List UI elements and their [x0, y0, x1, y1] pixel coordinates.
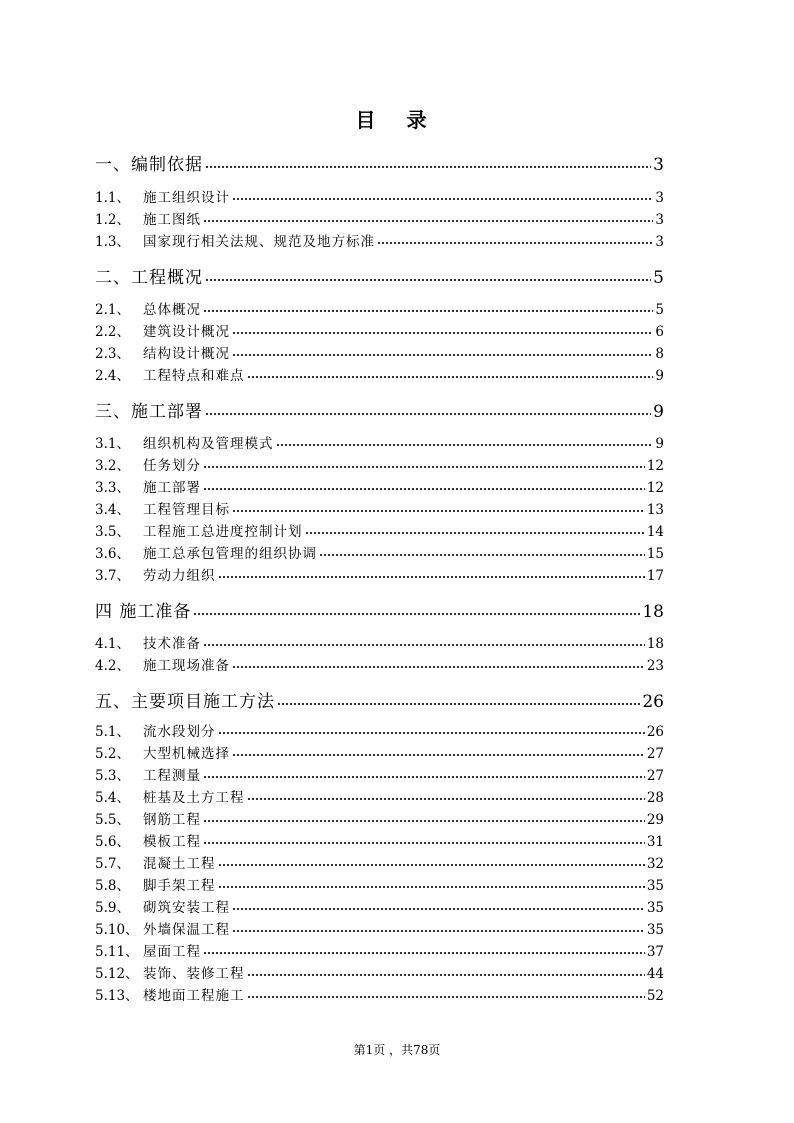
toc-section-entry[interactable]: [95, 542, 664, 562]
toc-entry-number: 5.1、: [95, 724, 130, 740]
toc-chapter-entry[interactable]: [95, 687, 664, 712]
dot-leader: [277, 690, 640, 707]
toc-entry-label: 总体概况: [143, 302, 201, 318]
toc-entry-label: 外墙保温工程: [143, 922, 230, 938]
toc-section-entry[interactable]: [95, 742, 664, 762]
toc-entry-label: 桩基及土方工程: [143, 790, 245, 806]
toc-entry-label: 施工总承包管理的组织协调: [143, 546, 317, 562]
toc-entry-page-number: 3: [653, 155, 664, 175]
toc-section-entry[interactable]: [95, 476, 664, 496]
toc-section-entry[interactable]: [95, 564, 664, 584]
dot-leader: [218, 855, 645, 869]
toc-entry-number: 4.1、: [95, 636, 130, 652]
dot-leader: [232, 501, 645, 515]
toc-entry-page-number: 23: [646, 658, 664, 674]
toc-entry-label: 国家现行相关法规、规范及地方标准: [143, 234, 375, 250]
toc-entry-label: 施工图纸: [143, 212, 201, 228]
toc-entry-page-number: 3: [655, 234, 664, 250]
toc-section-entry[interactable]: [95, 962, 664, 982]
toc-section-entry[interactable]: [95, 230, 664, 250]
toc-entry-page-number: 26: [646, 724, 664, 740]
dot-leader: [203, 457, 645, 471]
toc-entry-page-number: 52: [646, 988, 664, 1004]
toc-entry-page-number: 35: [646, 878, 664, 894]
dot-leader: [203, 767, 645, 781]
toc-section-entry[interactable]: [95, 432, 664, 452]
toc-entry-page-number: 13: [646, 502, 664, 518]
toc-entry-label: 屋面工程: [143, 944, 201, 960]
toc-entry-label: 工程施工总进度控制计划: [143, 524, 303, 540]
toc-entry-page-number: 3: [655, 190, 664, 206]
dot-leader: [203, 635, 645, 649]
dot-leader: [247, 987, 645, 1001]
toc-entry-number: 2.4、: [95, 368, 130, 384]
toc-section-entry[interactable]: [95, 498, 664, 518]
dot-leader: [377, 233, 653, 247]
dot-leader: [232, 921, 645, 935]
toc-section-entry[interactable]: [95, 830, 664, 850]
toc-entry-label: 任务划分: [143, 458, 201, 474]
toc-entry-label: 结构设计概况: [143, 346, 230, 362]
toc-entry-label: 钢筋工程: [143, 812, 201, 828]
toc-entry-label: 楼地面工程施工: [143, 988, 245, 1004]
dot-leader: [218, 723, 645, 737]
toc-entry-page-number: 28: [646, 790, 664, 806]
toc-chapter-entry[interactable]: [95, 150, 664, 175]
toc-entry-label: 装饰、装修工程: [143, 966, 245, 982]
dot-leader: [203, 833, 645, 847]
toc-entry-label: 砌筑安装工程: [143, 900, 230, 916]
dot-leader: [203, 301, 653, 315]
toc-section-entry[interactable]: [95, 896, 664, 916]
toc-section-entry[interactable]: [95, 454, 664, 474]
toc-entry-page-number: 29: [646, 812, 664, 828]
dot-leader: [232, 323, 653, 337]
dot-leader: [203, 811, 645, 825]
toc-entry-page-number: 44: [646, 966, 664, 982]
toc-chapter-entry[interactable]: [95, 263, 664, 288]
dot-leader: [218, 877, 645, 891]
toc-entry-page-number: 15: [646, 546, 664, 562]
toc-entry-page-number: 31: [646, 834, 664, 850]
dot-leader: [232, 899, 645, 913]
dot-leader: [193, 600, 640, 617]
toc-entry-page-number: 9: [655, 368, 664, 384]
toc-entry-number: 3.3、: [95, 480, 130, 496]
toc-section-entry[interactable]: [95, 320, 664, 340]
toc-entry-number: 1.3、: [95, 234, 130, 250]
dot-leader: [276, 435, 654, 449]
toc-entry-page-number: 14: [646, 524, 664, 540]
toc-entry-page-number: 5: [653, 268, 664, 288]
toc-entry-page-number: 9: [653, 402, 664, 422]
toc-entry-number: 2.3、: [95, 346, 130, 362]
toc-entry-number: 5.3、: [95, 768, 130, 784]
toc-entry-label: 工程管理目标: [143, 502, 230, 518]
dot-leader: [247, 965, 645, 979]
dot-leader: [305, 523, 645, 537]
toc-entry-page-number: 35: [646, 900, 664, 916]
toc-entry-label: 劳动力组织: [143, 568, 216, 584]
page-footer: 第1页 ，共78页: [353, 1043, 441, 1057]
toc-entry-number: 3.7、: [95, 568, 130, 584]
toc-entry-label: 施工现场准备: [143, 658, 230, 674]
toc-entry-page-number: 9: [655, 436, 664, 452]
dot-leader: [247, 367, 654, 381]
toc-entry-page-number: 8: [655, 346, 664, 362]
toc-section-entry[interactable]: [95, 208, 664, 228]
toc-section-entry[interactable]: [95, 654, 664, 674]
toc-entry-label: 大型机械选择: [143, 746, 230, 762]
page-title: 目 录: [355, 108, 439, 132]
toc-entry-page-number: 27: [646, 768, 664, 784]
toc-entry-number: 3.5、: [95, 524, 130, 540]
toc-entry-label: 工程测量: [143, 768, 201, 784]
toc-entry-number: 3.2、: [95, 458, 130, 474]
toc-entry-number: 3.1、: [95, 436, 130, 452]
dot-leader: [218, 567, 645, 581]
toc-entry-label: 五、主要项目施工方法: [95, 692, 275, 712]
toc-section-entry[interactable]: [95, 764, 664, 784]
toc-entry-number: 1.2、: [95, 212, 130, 228]
toc-entry-number: 5.4、: [95, 790, 130, 806]
dot-leader: [232, 657, 645, 671]
toc-entry-label: 脚手架工程: [143, 878, 216, 894]
dot-leader: [205, 153, 651, 170]
toc-entry-label: 一、编制依据: [95, 155, 203, 175]
toc-entry-number: 2.2、: [95, 324, 130, 340]
toc-entry-page-number: 26: [642, 692, 664, 712]
toc-chapter-entry[interactable]: [95, 597, 664, 622]
toc-entry-label: 工程特点和难点: [143, 368, 245, 384]
toc-entry-page-number: 12: [646, 480, 664, 496]
dot-leader: [232, 189, 653, 203]
toc-entry-page-number: 35: [646, 922, 664, 938]
toc-entry-page-number: 18: [642, 602, 664, 622]
toc-section-entry[interactable]: [95, 520, 664, 540]
toc-entry-number: 2.1、: [95, 302, 130, 318]
dot-leader: [232, 745, 645, 759]
toc-entry-number: 5.12、: [95, 966, 139, 982]
dot-leader: [247, 789, 645, 803]
toc-entry-number: 5.6、: [95, 834, 130, 850]
toc-section-entry[interactable]: [95, 918, 664, 938]
toc-section-entry[interactable]: [95, 364, 664, 384]
toc-entry-number: 5.7、: [95, 856, 130, 872]
toc-entry-label: 四 施工准备: [95, 602, 192, 622]
toc-section-entry[interactable]: [95, 808, 664, 828]
toc-entry-page-number: 32: [646, 856, 664, 872]
toc-entry-label: 混凝土工程: [143, 856, 216, 872]
toc-entry-label: 施工组织设计: [143, 190, 230, 206]
toc-entry-number: 5.2、: [95, 746, 130, 762]
toc-entry-number: 5.9、: [95, 900, 130, 916]
toc-entry-label: 三、施工部署: [95, 402, 203, 422]
toc-entry-page-number: 17: [646, 568, 664, 584]
toc-chapter-entry[interactable]: [95, 397, 664, 422]
dot-leader: [205, 400, 651, 417]
dot-leader: [203, 943, 645, 957]
toc-entry-page-number: 6: [655, 324, 664, 340]
toc-entry-page-number: 18: [646, 636, 664, 652]
toc-section-entry[interactable]: [95, 632, 664, 652]
toc-section-entry[interactable]: [95, 720, 664, 740]
toc-entry-number: 5.10、: [95, 922, 139, 938]
dot-leader: [232, 345, 653, 359]
toc-section-entry[interactable]: [95, 298, 664, 318]
dot-leader: [319, 545, 645, 559]
toc-entry-label: 模板工程: [143, 834, 201, 850]
toc-entry-label: 技术准备: [143, 636, 201, 652]
toc-entry-label: 组织机构及管理模式: [143, 436, 274, 452]
toc-section-entry[interactable]: [95, 786, 664, 806]
toc-entry-number: 3.4、: [95, 502, 130, 518]
toc-entry-number: 4.2、: [95, 658, 130, 674]
toc-section-entry[interactable]: [95, 940, 664, 960]
toc-section-entry[interactable]: [95, 852, 664, 872]
toc-section-entry[interactable]: [95, 984, 664, 1004]
dot-leader: [205, 266, 651, 283]
toc-section-entry[interactable]: [95, 186, 664, 206]
toc-entry-page-number: 12: [646, 458, 664, 474]
toc-entry-number: 3.6、: [95, 546, 130, 562]
toc-entry-page-number: 27: [646, 746, 664, 762]
toc-entry-page-number: 5: [655, 302, 664, 318]
toc-entry-number: 5.5、: [95, 812, 130, 828]
toc-entry-page-number: 3: [655, 212, 664, 228]
toc-entry-number: 1.1、: [95, 190, 130, 206]
toc-entry-number: 5.13、: [95, 988, 139, 1004]
toc-entry-label: 流水段划分: [143, 724, 216, 740]
toc-entry-label: 建筑设计概况: [143, 324, 230, 340]
toc-entry-number: 5.8、: [95, 878, 130, 894]
toc-entry-page-number: 37: [646, 944, 664, 960]
toc-entry-label: 施工部署: [143, 480, 201, 496]
toc-entry-label: 二、工程概况: [95, 268, 203, 288]
dot-leader: [203, 479, 645, 493]
dot-leader: [203, 211, 653, 225]
toc-section-entry[interactable]: [95, 874, 664, 894]
toc-entry-number: 5.11、: [95, 944, 139, 960]
toc-section-entry[interactable]: [95, 342, 664, 362]
